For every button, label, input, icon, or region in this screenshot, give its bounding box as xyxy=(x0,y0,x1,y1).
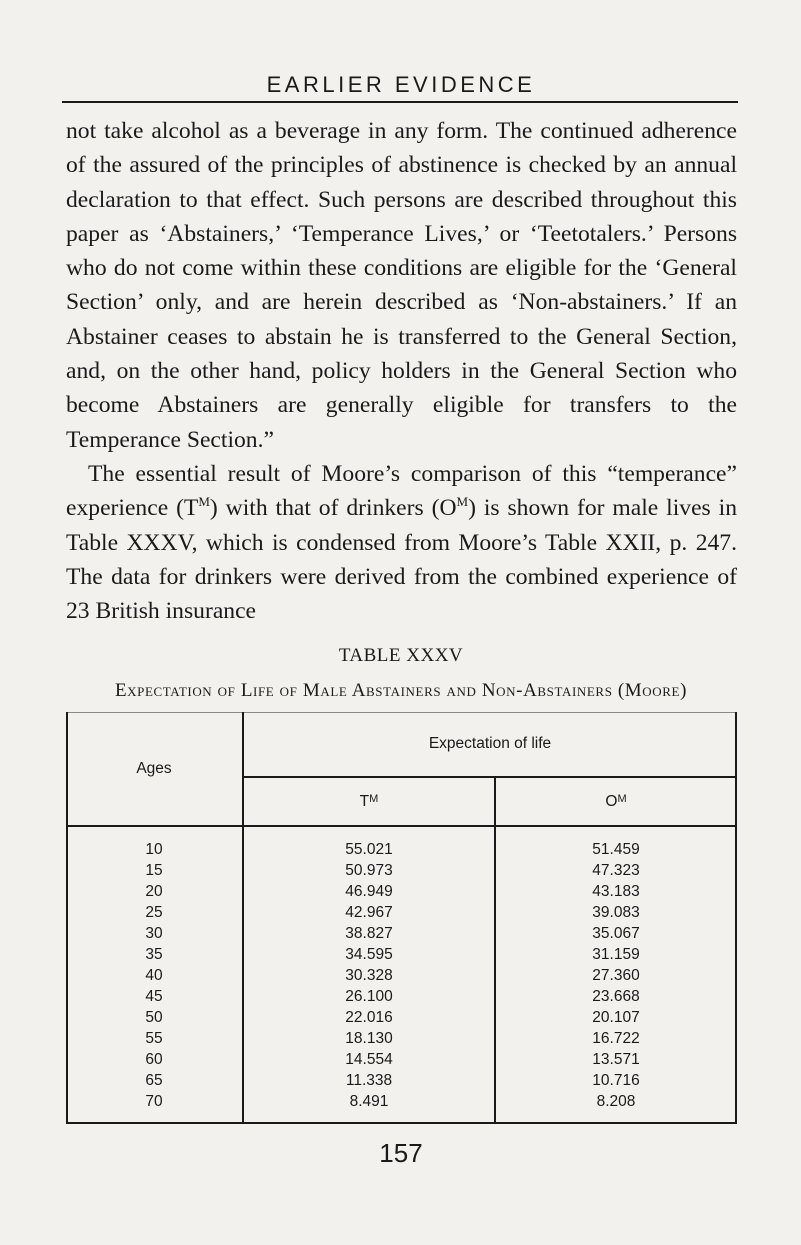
p2-text-1: The essential result of Moore’s comparison of this “temperance” experience (T xyxy=(66,460,737,522)
header-om-base: O xyxy=(605,792,618,810)
header-tm-base: T xyxy=(359,792,370,810)
cell-tm: 22.016 xyxy=(243,1007,495,1028)
table-row xyxy=(66,826,736,860)
table-frame-bottom xyxy=(66,1122,737,1124)
header-tm-sup: M xyxy=(369,792,379,805)
cell-tm: 14.554 xyxy=(243,1049,495,1070)
table-row xyxy=(66,1028,736,1049)
p2-sup-2: M xyxy=(456,494,469,510)
cell-om: 39.083 xyxy=(592,903,640,921)
table-row xyxy=(66,860,736,881)
cell-om: 16.722 xyxy=(592,1029,640,1047)
table-row xyxy=(66,902,736,923)
cell-om: 23.668 xyxy=(592,987,640,1005)
cell-tm: 42.967 xyxy=(243,902,495,923)
cell-age: 35 xyxy=(66,944,243,965)
cell-age: 10 xyxy=(66,826,243,860)
cell-om: 35.067 xyxy=(592,924,640,942)
cell-tm: 8.491 xyxy=(243,1091,495,1122)
cell-om: 10.716 xyxy=(592,1071,640,1089)
p2-text-2: ) with that of drinkers (O xyxy=(209,495,457,522)
header-rule xyxy=(62,101,738,103)
p2-sup-1: M xyxy=(198,494,210,510)
cell-age: 15 xyxy=(66,860,243,881)
header-expectation: Expectation of life xyxy=(243,712,736,777)
cell-age: 50 xyxy=(66,1007,243,1028)
header-ages: Ages xyxy=(66,712,243,826)
cell-age: 20 xyxy=(66,881,243,902)
cell-age: 65 xyxy=(66,1070,243,1091)
cell-om: 31.159 xyxy=(592,945,640,963)
table-row xyxy=(66,944,736,965)
header-om-sup: M xyxy=(617,792,627,805)
cell-age: 25 xyxy=(66,902,243,923)
table-row xyxy=(66,1007,736,1028)
cell-tm: 34.595 xyxy=(243,944,495,965)
paragraph-1: not take alcohol as a beverage in any form. The continued adherence of the assured of the principles of abstinence is checked by an annual declaration to that effect. Such persons are described throughout this paper as ‘Abstainers,’ ‘Temperance Lives,’ or ‘Teetotalers.’ Persons who do not come within these conditions are eligible for the ‘General Section’ only, and are herein described as ‘Non-abstainers.’ If an Abstainer ceases to abstain he is transferred to the General Section, and, on the other hand, policy holders in the General Section who become Abstainers are generally eligible for transfers to the Temperance Section.” xyxy=(66,118,737,453)
table-row xyxy=(66,923,736,944)
cell-tm: 26.100 xyxy=(243,986,495,1007)
cell-age: 60 xyxy=(66,1049,243,1070)
cell-age: 70 xyxy=(66,1091,243,1122)
running-header: EARLIER EVIDENCE xyxy=(266,72,536,97)
cell-age: 30 xyxy=(66,923,243,944)
cell-om: 8.208 xyxy=(596,1092,636,1110)
cell-tm: 50.973 xyxy=(243,860,495,881)
cell-age: 55 xyxy=(66,1028,243,1049)
p2-text-3: ) is shown for male lives in Table XXXV, which is condensed from Moore’s Table XXII, p. 247. The data for drinkers were derived from the combined experience of 23 British insurance xyxy=(66,495,737,625)
expectation-table xyxy=(66,712,736,1122)
table-title: TABLE XXXV xyxy=(338,645,464,666)
cell-om: 47.323 xyxy=(592,861,640,879)
table-row xyxy=(66,1049,736,1070)
cell-om: 51.459 xyxy=(592,840,640,858)
table-row xyxy=(66,1070,736,1091)
page-number: 157 xyxy=(379,1138,423,1168)
table-row xyxy=(66,986,736,1007)
table-row xyxy=(66,881,736,902)
cell-om: 43.183 xyxy=(592,882,640,900)
cell-age: 45 xyxy=(66,986,243,1007)
cell-tm: 55.021 xyxy=(243,826,495,860)
cell-tm: 38.827 xyxy=(243,923,495,944)
body-text xyxy=(66,114,737,628)
cell-tm: 30.328 xyxy=(243,965,495,986)
table-row xyxy=(66,1091,736,1122)
table-body xyxy=(66,826,736,1122)
table-row xyxy=(66,965,736,986)
paragraph-2 xyxy=(66,457,737,628)
table-caption: Expectation of Life of Male Abstainers and Non-Abstainers (Moore) xyxy=(114,680,688,701)
cell-tm: 18.130 xyxy=(243,1028,495,1049)
header-om xyxy=(495,777,736,826)
cell-om: 13.571 xyxy=(592,1050,640,1068)
cell-tm: 11.338 xyxy=(243,1070,495,1091)
cell-om: 20.107 xyxy=(592,1008,640,1026)
cell-age: 40 xyxy=(66,965,243,986)
cell-tm: 46.949 xyxy=(243,881,495,902)
header-tm xyxy=(243,777,495,826)
cell-om: 27.360 xyxy=(592,966,640,984)
